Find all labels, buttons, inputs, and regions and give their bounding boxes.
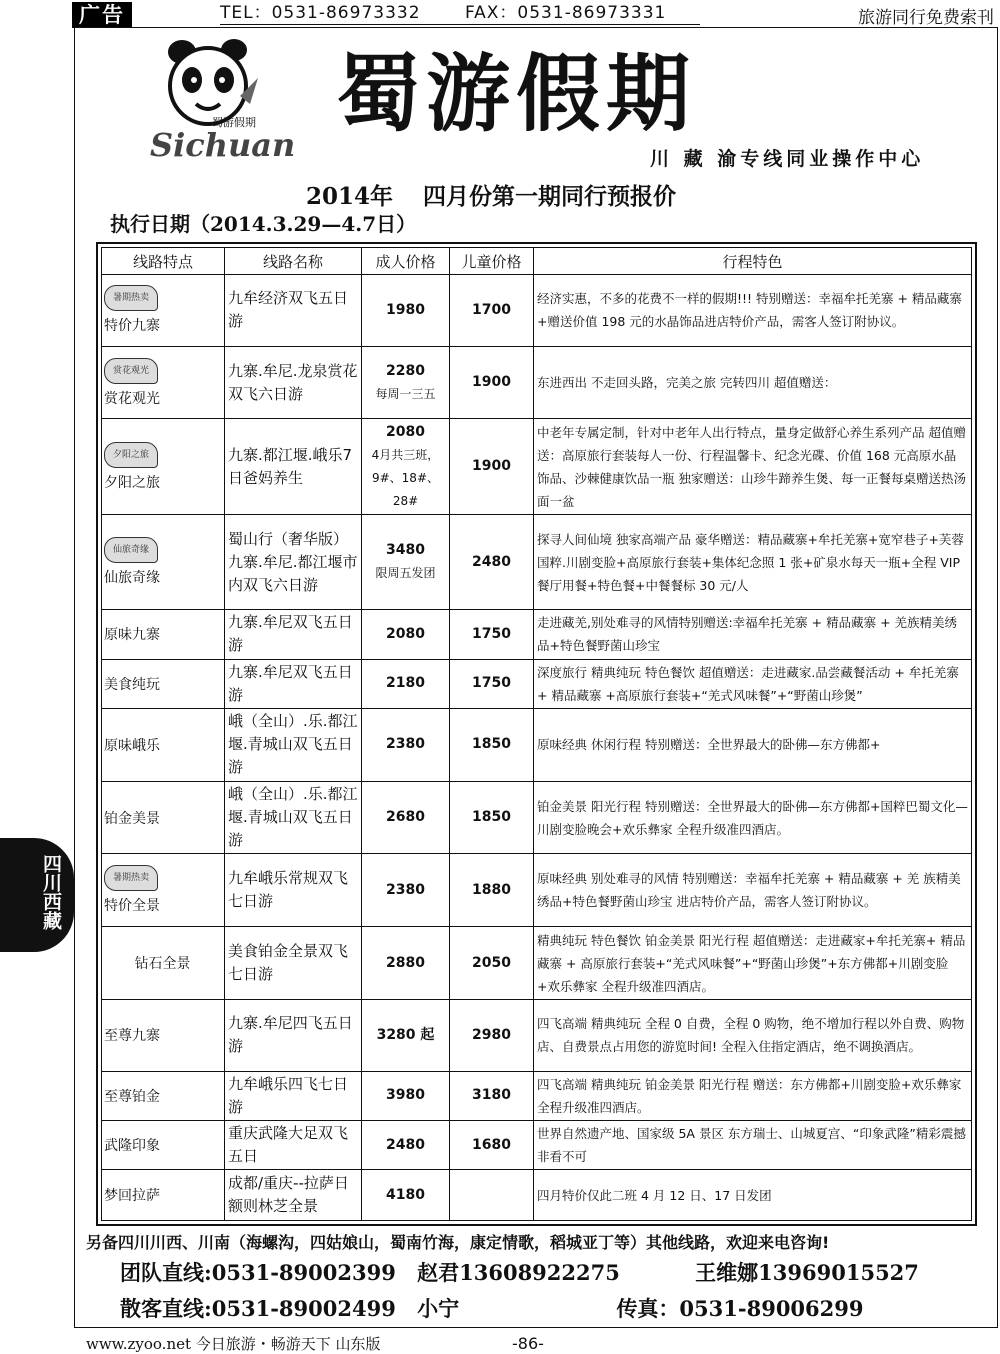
ad-label: 广告 — [72, 2, 132, 28]
logo-text: Sichuan — [150, 126, 296, 164]
footer-site: www.zyoo.net 今日旅游・畅游天下 山东版 — [86, 1335, 381, 1353]
row-feature-cell — [102, 927, 225, 1000]
row-adult-price: 2880 — [386, 954, 425, 971]
table-row — [102, 346, 972, 419]
row-itinerary: 四月特价仅此二班 4 月 12 日、17 日发团 — [534, 1170, 972, 1221]
row-adult-price-cell — [362, 515, 450, 610]
team-line: 团队直线:0531-89002399 — [120, 1260, 396, 1285]
header-child-price: 儿童价格 — [450, 248, 534, 275]
magazine-note: 旅游同行免费索刊 — [858, 8, 994, 28]
fax-number: FAX：0531-86973331 — [464, 3, 667, 23]
row-child-price: 1900 — [450, 419, 534, 515]
row-adult-price: 3280 起 — [376, 1026, 435, 1043]
row-route-name: 九牟峨乐常规双飞七日游 — [225, 854, 362, 927]
row-route-name: 成都/重庆--拉萨日额则林芝全景 — [225, 1170, 362, 1221]
row-route-name: 峨（全山）.乐.都江堰.青城山双飞五日游 — [225, 709, 362, 782]
row-itinerary: 铂金美景 阳光行程 特别赠送：全世界最大的卧佛—东方佛都+国粹巴蜀文化—川剧变脸晚会+欢乐彝家 全程升级准四酒店。 — [534, 781, 972, 854]
price-table — [101, 247, 972, 1221]
exec-date: 执行日期（2014.3.29—4.7日） — [110, 212, 417, 236]
row-feature-cell — [102, 1120, 225, 1169]
row-adult-note: 每周一三五 — [375, 386, 436, 401]
table-row — [102, 781, 972, 854]
row-adult-price: 3480 — [386, 542, 425, 559]
row-adult-price-cell — [362, 709, 450, 782]
feature-badge-icon: 夕阳之旅 — [104, 442, 158, 468]
row-adult-note: 4月共三班，9#、18#、28# — [371, 447, 440, 508]
row-adult-price-cell — [362, 346, 450, 419]
team-contact-2: 王维娜13969015527 — [695, 1260, 919, 1285]
row-adult-price-cell — [362, 999, 450, 1071]
row-adult-price: 4180 — [386, 1186, 425, 1203]
region-side-tab — [0, 838, 74, 952]
retail-contacts — [120, 1293, 950, 1323]
table-row — [102, 1170, 972, 1221]
contact-line — [220, 2, 700, 25]
row-feature: 原味九寨 — [104, 627, 160, 644]
row-route-name: 九寨.牟尼.龙泉赏花双飞六日游 — [225, 346, 362, 419]
row-adult-price: 2280 — [386, 362, 425, 379]
page-number: -86- — [512, 1334, 544, 1353]
row-itinerary: 精典纯玩 特色餐饮 铂金美景 阳光行程 超值赠送：走进藏家+牟托羌寨+ 精品藏寨 + 高原旅行套装+“羌式风味餐”+“野菌山珍煲”+东方佛都+川剧变脸+欢乐彝家 全程升级准四酒店。 — [534, 927, 972, 1000]
feature-badge-icon: 仙旅奇缘 — [104, 537, 158, 563]
row-adult-price-cell — [362, 1170, 450, 1221]
table-row — [102, 515, 972, 610]
other-routes: 另备四川川西、川南（海螺沟，四姑娘山，蜀南竹海，康定情歌，稻城亚丁等）其他线路，欢迎来电咨询! — [86, 1233, 830, 1252]
row-itinerary: 四飞高端 精典纯玩 全程 0 自费，全程 0 购物，绝不增加行程以外自费、购物店、自费景点占用您的游览时间! 全程入住指定酒店，绝不调换酒店。 — [534, 999, 972, 1071]
row-route-name: 美食铂金全景双飞七日游 — [225, 927, 362, 1000]
fax-line: 传真：0531-89006299 — [616, 1296, 864, 1321]
row-adult-price-cell — [362, 610, 450, 659]
row-child-price: 1900 — [450, 346, 534, 419]
table-row — [102, 659, 972, 708]
row-adult-price-cell — [362, 1120, 450, 1169]
row-adult-price: 2080 — [386, 423, 425, 440]
row-child-price: 1750 — [450, 659, 534, 708]
feature-badge-icon: 赏花观光 — [104, 358, 158, 384]
row-route-name: 峨（全山）.乐.都江堰.青城山双飞五日游 — [225, 781, 362, 854]
team-contact: 赵君13608922275 — [417, 1260, 620, 1285]
header-feature: 线路特点 — [102, 248, 225, 275]
row-adult-price-cell — [362, 1071, 450, 1120]
row-itinerary: 原味经典 休闲行程 特别赠送：全世界最大的卧佛—东方佛都+ — [534, 709, 972, 782]
row-itinerary: 四飞高端 精典纯玩 铂金美景 阳光行程 赠送：东方佛都+川剧变脸+欢乐彝家 全程升级准四酒店。 — [534, 1071, 972, 1120]
tel-number: TEL：0531-86973332 — [220, 3, 421, 23]
row-feature: 至尊九寨 — [104, 1028, 160, 1045]
row-feature: 原味峨乐 — [104, 737, 160, 754]
table-row — [102, 709, 972, 782]
row-route-name: 九寨.牟尼双飞五日游 — [225, 659, 362, 708]
row-adult-price: 2680 — [386, 809, 425, 826]
row-feature: 美食纯玩 — [104, 676, 160, 693]
top-bar — [0, 0, 1000, 28]
row-adult-price-cell — [362, 927, 450, 1000]
feature-badge-icon: 暑期热卖 — [104, 285, 158, 311]
row-feature-cell — [102, 781, 225, 854]
table-row — [102, 1120, 972, 1169]
row-feature: 特价全景 — [104, 898, 160, 915]
title-text: 四月份第一期同行预报价 — [423, 183, 677, 210]
row-adult-price-cell — [362, 419, 450, 515]
header-adult-price: 成人价格 — [362, 248, 450, 275]
row-child-price: 3180 — [450, 1071, 534, 1120]
row-feature-cell — [102, 999, 225, 1071]
panda-logo — [148, 34, 296, 164]
row-route-name: 九寨.牟尼四飞五日游 — [225, 999, 362, 1071]
row-route-name: 九寨.牟尼双飞五日游 — [225, 610, 362, 659]
header-itinerary: 行程特色 — [534, 248, 972, 275]
row-adult-price-cell — [362, 275, 450, 347]
row-route-name: 重庆武隆大足双飞五日 — [225, 1120, 362, 1169]
panda-icon — [148, 34, 296, 164]
row-adult-price-cell — [362, 781, 450, 854]
side-tab-label: 四川西藏 — [40, 854, 62, 930]
price-table-wrapper — [96, 242, 977, 1226]
row-itinerary: 经济实惠，不多的花费不一样的假期!!! 特别赠送：幸福牟托羌寨 + 精品藏寨 +赠送价值 198 元的水晶饰品进店特价产品，需客人签订附协议。 — [534, 275, 972, 347]
row-adult-price: 2180 — [386, 675, 425, 692]
row-route-name: 蜀山行（奢华版）九寨.牟尼.都江堰市内双飞六日游 — [225, 515, 362, 610]
row-feature: 至尊铂金 — [104, 1088, 160, 1105]
table-row — [102, 275, 972, 347]
row-feature-cell — [102, 610, 225, 659]
row-child-price: 1850 — [450, 709, 534, 782]
row-adult-price-cell — [362, 659, 450, 708]
row-feature: 铂金美景 — [104, 810, 160, 827]
logo-small-text: 蜀游假期 — [212, 116, 256, 129]
row-child-price: 2980 — [450, 999, 534, 1071]
table-row — [102, 999, 972, 1071]
row-adult-price: 2380 — [386, 881, 425, 898]
retail-line: 散客直线:0531-89002499 — [120, 1296, 396, 1321]
retail-contact: 小宁 — [417, 1296, 460, 1321]
row-itinerary: 探寻人间仙境 独家高端产品 豪华赠送：精品藏寨+牟托羌寨+宽窄巷子+芙蓉国粹.川剧变脸+高原旅行套装+集体纪念照 1 张+矿泉水每天一瓶+全程 VIP 餐厅用餐+特色餐+中餐餐标 30 元/人 — [534, 515, 972, 610]
table-row — [102, 1071, 972, 1120]
title-year: 2014年 — [306, 183, 394, 210]
row-feature: 夕阳之旅 — [104, 474, 160, 491]
row-feature: 特价九寨 — [104, 318, 160, 335]
row-route-name: 九牟峨乐四飞七日游 — [225, 1071, 362, 1120]
row-child-price: 2480 — [450, 515, 534, 610]
row-feature-cell — [102, 419, 225, 515]
row-child-price: 1680 — [450, 1120, 534, 1169]
row-feature: 武隆印象 — [104, 1138, 160, 1155]
row-adult-price-cell — [362, 854, 450, 927]
team-contacts — [120, 1257, 950, 1287]
row-feature-cell — [102, 275, 225, 347]
row-feature-cell — [102, 709, 225, 782]
row-route-name: 九牟经济双飞五日游 — [225, 275, 362, 347]
row-feature: 钻石全景 — [134, 956, 191, 972]
row-itinerary: 东进西出 不走回头路，完美之旅 完转四川 超值赠送： — [534, 346, 972, 419]
table-header-row — [102, 248, 972, 275]
row-child-price — [450, 1170, 534, 1221]
row-adult-note: 限周五发团 — [375, 566, 436, 581]
row-itinerary: 原味经典 别处难寻的风情 特别赠送：幸福牟托羌寨 + 精品藏寨 + 羌 族精美绣品+特色餐野菌山珍宝 进店特价产品，需客人签订附协议。 — [534, 854, 972, 927]
brand-name: 蜀游假期 — [336, 44, 697, 143]
row-feature-cell — [102, 1170, 225, 1221]
row-itinerary: 世界自然遗产地、国家级 5A 景区 东方瑞士、山城夏宫、“印象武隆”精彩震撼非看不可 — [534, 1120, 972, 1169]
row-itinerary: 中老年专属定制，针对中老年人出行特点，量身定做舒心养生系列产品 超值赠送：高原旅行套装每人一份、行程温馨卡、纪念光碟、价值 168 元高原水晶饰品、沙棘健康饮品一瓶 独家赠送：山珍牛蹄养生煲、每一正餐每桌赠送热汤面一盆 — [534, 419, 972, 515]
row-feature-cell — [102, 515, 225, 610]
row-child-price: 1750 — [450, 610, 534, 659]
feature-badge-icon: 暑期热卖 — [104, 865, 158, 891]
table-row — [102, 419, 972, 515]
row-itinerary: 深度旅行 精典纯玩 特色餐饮 超值赠送：走进藏家.品尝藏餐活动 + 牟托羌寨 + 精品藏寨 +高原旅行套装+“羌式风味餐”+“野菌山珍煲” — [534, 659, 972, 708]
row-child-price: 2050 — [450, 927, 534, 1000]
table-row — [102, 854, 972, 927]
row-child-price: 1880 — [450, 854, 534, 927]
table-row — [102, 610, 972, 659]
row-adult-price: 2480 — [386, 1136, 425, 1153]
row-adult-price: 2080 — [386, 625, 425, 642]
row-feature-cell — [102, 346, 225, 419]
row-feature-cell — [102, 854, 225, 927]
row-adult-price: 1980 — [386, 301, 425, 318]
row-feature-cell — [102, 1071, 225, 1120]
brand-subtitle: 川 藏 渝专线同业操作中心 — [650, 148, 925, 170]
row-adult-price: 2380 — [386, 736, 425, 753]
row-itinerary: 走进藏羌,别处难寻的风情特别赠送:幸福牟托羌寨 + 精品藏寨 + 羌族精美绣品+特色餐野菌山珍宝 — [534, 610, 972, 659]
row-feature-cell — [102, 659, 225, 708]
table-row — [102, 927, 972, 1000]
row-feature: 赏花观光 — [104, 390, 160, 407]
row-feature: 梦回拉萨 — [104, 1188, 160, 1205]
header-name: 线路名称 — [225, 248, 362, 275]
row-child-price: 1850 — [450, 781, 534, 854]
row-route-name: 九寨.都江堰.峨乐7日爸妈养生 — [225, 419, 362, 515]
row-adult-price: 3980 — [386, 1087, 425, 1104]
row-child-price: 1700 — [450, 275, 534, 347]
page-title — [306, 178, 676, 211]
row-feature: 仙旅奇缘 — [104, 570, 160, 587]
